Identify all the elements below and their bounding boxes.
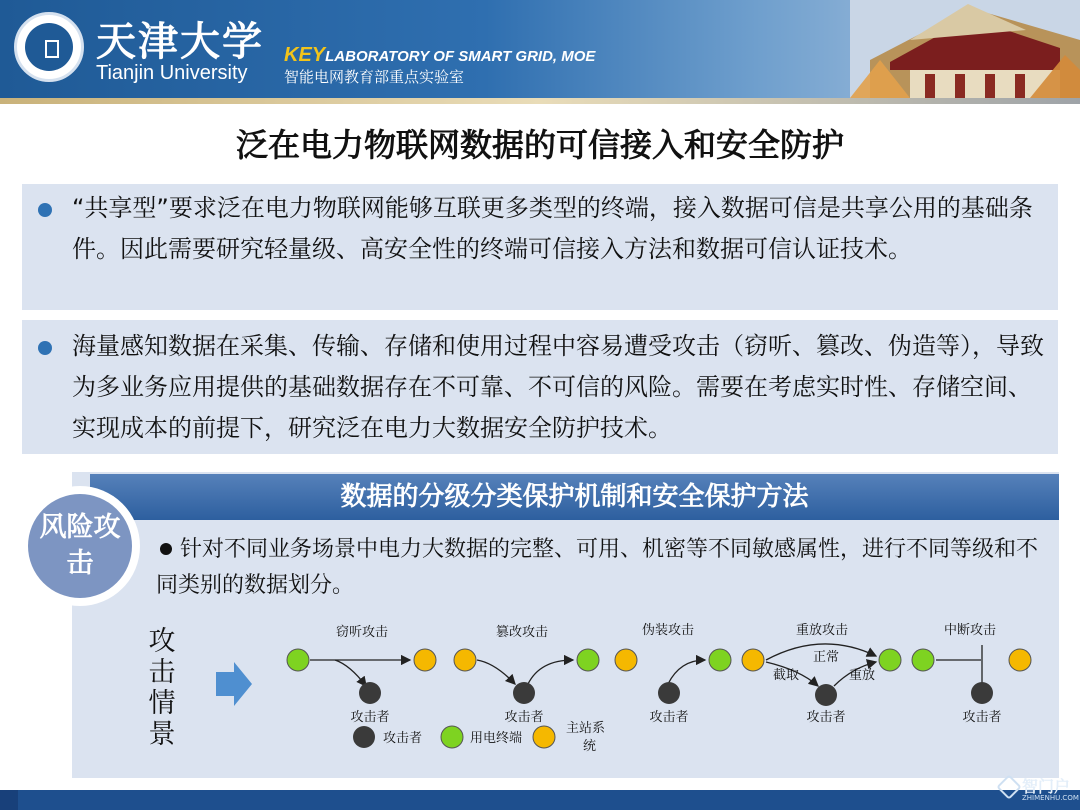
- university-name-en: Tianjin University: [96, 62, 248, 84]
- header-rule: [0, 98, 1080, 104]
- legend-attacker-icon: [353, 726, 375, 748]
- risk-badge-text: 风险攻击: [39, 512, 121, 579]
- risk-attack-badge: [28, 494, 132, 598]
- watermark-logo-icon: [996, 774, 1021, 799]
- legend-terminal-label: 用电终端: [470, 731, 523, 746]
- legend-terminal-icon: [441, 726, 463, 748]
- legend-station-label-2: 统: [583, 739, 597, 754]
- watermark-text: 智门户: [1022, 777, 1071, 796]
- attacker-label: 攻击者: [649, 710, 689, 725]
- attacker-label: 攻击者: [962, 710, 1002, 725]
- intercept-label: 截取: [772, 668, 800, 683]
- right-arrow-icon: [216, 662, 252, 706]
- lab-name-cn: 智能电网教育部重点实验室: [284, 68, 465, 86]
- legend-station-icon: [533, 726, 555, 748]
- seal-inner: [25, 23, 73, 71]
- attacker-node: [815, 684, 837, 706]
- user-terminal-node: [879, 649, 901, 671]
- user-terminal-node: [912, 649, 934, 671]
- replay-label: 重放: [848, 668, 876, 683]
- master-station-node: [742, 649, 764, 671]
- attack-title: 重放攻击: [795, 623, 849, 638]
- diagram-legend: [353, 720, 605, 754]
- attacker-node: [513, 682, 535, 704]
- attack-title: 窃听攻击: [335, 625, 389, 640]
- seal-mark-icon: [45, 40, 59, 58]
- attack-title: 中断攻击: [943, 623, 997, 638]
- watermark: [998, 772, 1078, 806]
- attacker-label: 攻击者: [350, 710, 390, 725]
- attack-title: 篡改攻击: [495, 625, 549, 640]
- master-station-node: [1009, 649, 1031, 671]
- section-band-title: 数据的分级分类保护机制和安全保护方法: [340, 482, 809, 512]
- interrupt-attack-group: [912, 622, 1031, 725]
- header-banner: [0, 0, 1080, 98]
- attack-scenario-diagram: [270, 610, 1050, 760]
- paragraph-1-text: “共享型”要求泛在电力物联网能够互联更多类型的终端，接入数据可信是共享公用的基础条件。因此需要研究轻量级、高安全性的终端可信接入方法和数据可信认证技术。: [72, 194, 1033, 263]
- legend-station-label-1: 主站系: [566, 721, 606, 736]
- attacker-node: [658, 682, 680, 704]
- footer-bar: [0, 790, 1080, 810]
- slide-title: 泛在电力物联网数据的可信接入和安全防护: [235, 126, 844, 164]
- footer-left-block: [0, 790, 18, 810]
- legend-attacker-label: 攻击者: [383, 731, 423, 746]
- master-station-node: [414, 649, 436, 671]
- section-band: [90, 474, 1059, 520]
- watermark-subtext: ZHIMENHU.COM: [1022, 794, 1079, 802]
- attacker-node: [359, 682, 381, 704]
- replay-attack-group: [742, 622, 901, 725]
- attacker-label: 攻击者: [806, 710, 846, 725]
- tamper-attack-group: [454, 624, 599, 725]
- building-illustration: [850, 0, 1080, 98]
- bullet-dot-icon: [38, 341, 52, 355]
- university-seal-logo: [14, 12, 84, 82]
- paragraph-panel-2: [22, 320, 1058, 454]
- normal-label: 正常: [812, 650, 840, 665]
- attacker-node: [971, 682, 993, 704]
- bullet-dot-icon: [38, 203, 52, 217]
- master-station-node: [577, 649, 599, 671]
- masquerade-attack-group: [615, 622, 731, 725]
- user-terminal-node: [287, 649, 309, 671]
- classification-bullet-text: 针对不同业务场景中电力大数据的完整、可用、机密等不同敏感属性，进行不同等级和不同类别的数据划分。: [156, 537, 1039, 598]
- master-station-node: [615, 649, 637, 671]
- lab-key-mark: KEY: [284, 44, 326, 66]
- lab-name-en: [284, 44, 595, 67]
- lab-name-en-text: LABORATORY OF SMART GRID, MOE: [325, 48, 596, 65]
- paragraph-panel-1: [22, 184, 1058, 310]
- attacker-label: 攻击者: [504, 710, 544, 725]
- eavesdrop-attack-group: [287, 624, 436, 725]
- university-name-cn: 天津大学: [96, 18, 264, 65]
- attack-scenario-label: 攻击情景: [148, 626, 176, 750]
- attack-title: 伪装攻击: [641, 623, 695, 638]
- user-terminal-node: [454, 649, 476, 671]
- paragraph-2-text: 海量感知数据在采集、传输、存储和使用过程中容易遭受攻击（窃听、篡改、伪造等），导致为多业务应用提供的基础数据存在不可靠、不可信的风险。需要在考虑实时性、存储空间、实现成本的前提下，研究泛在电力大数据安全防护技术。: [72, 332, 1044, 442]
- user-terminal-node: [709, 649, 731, 671]
